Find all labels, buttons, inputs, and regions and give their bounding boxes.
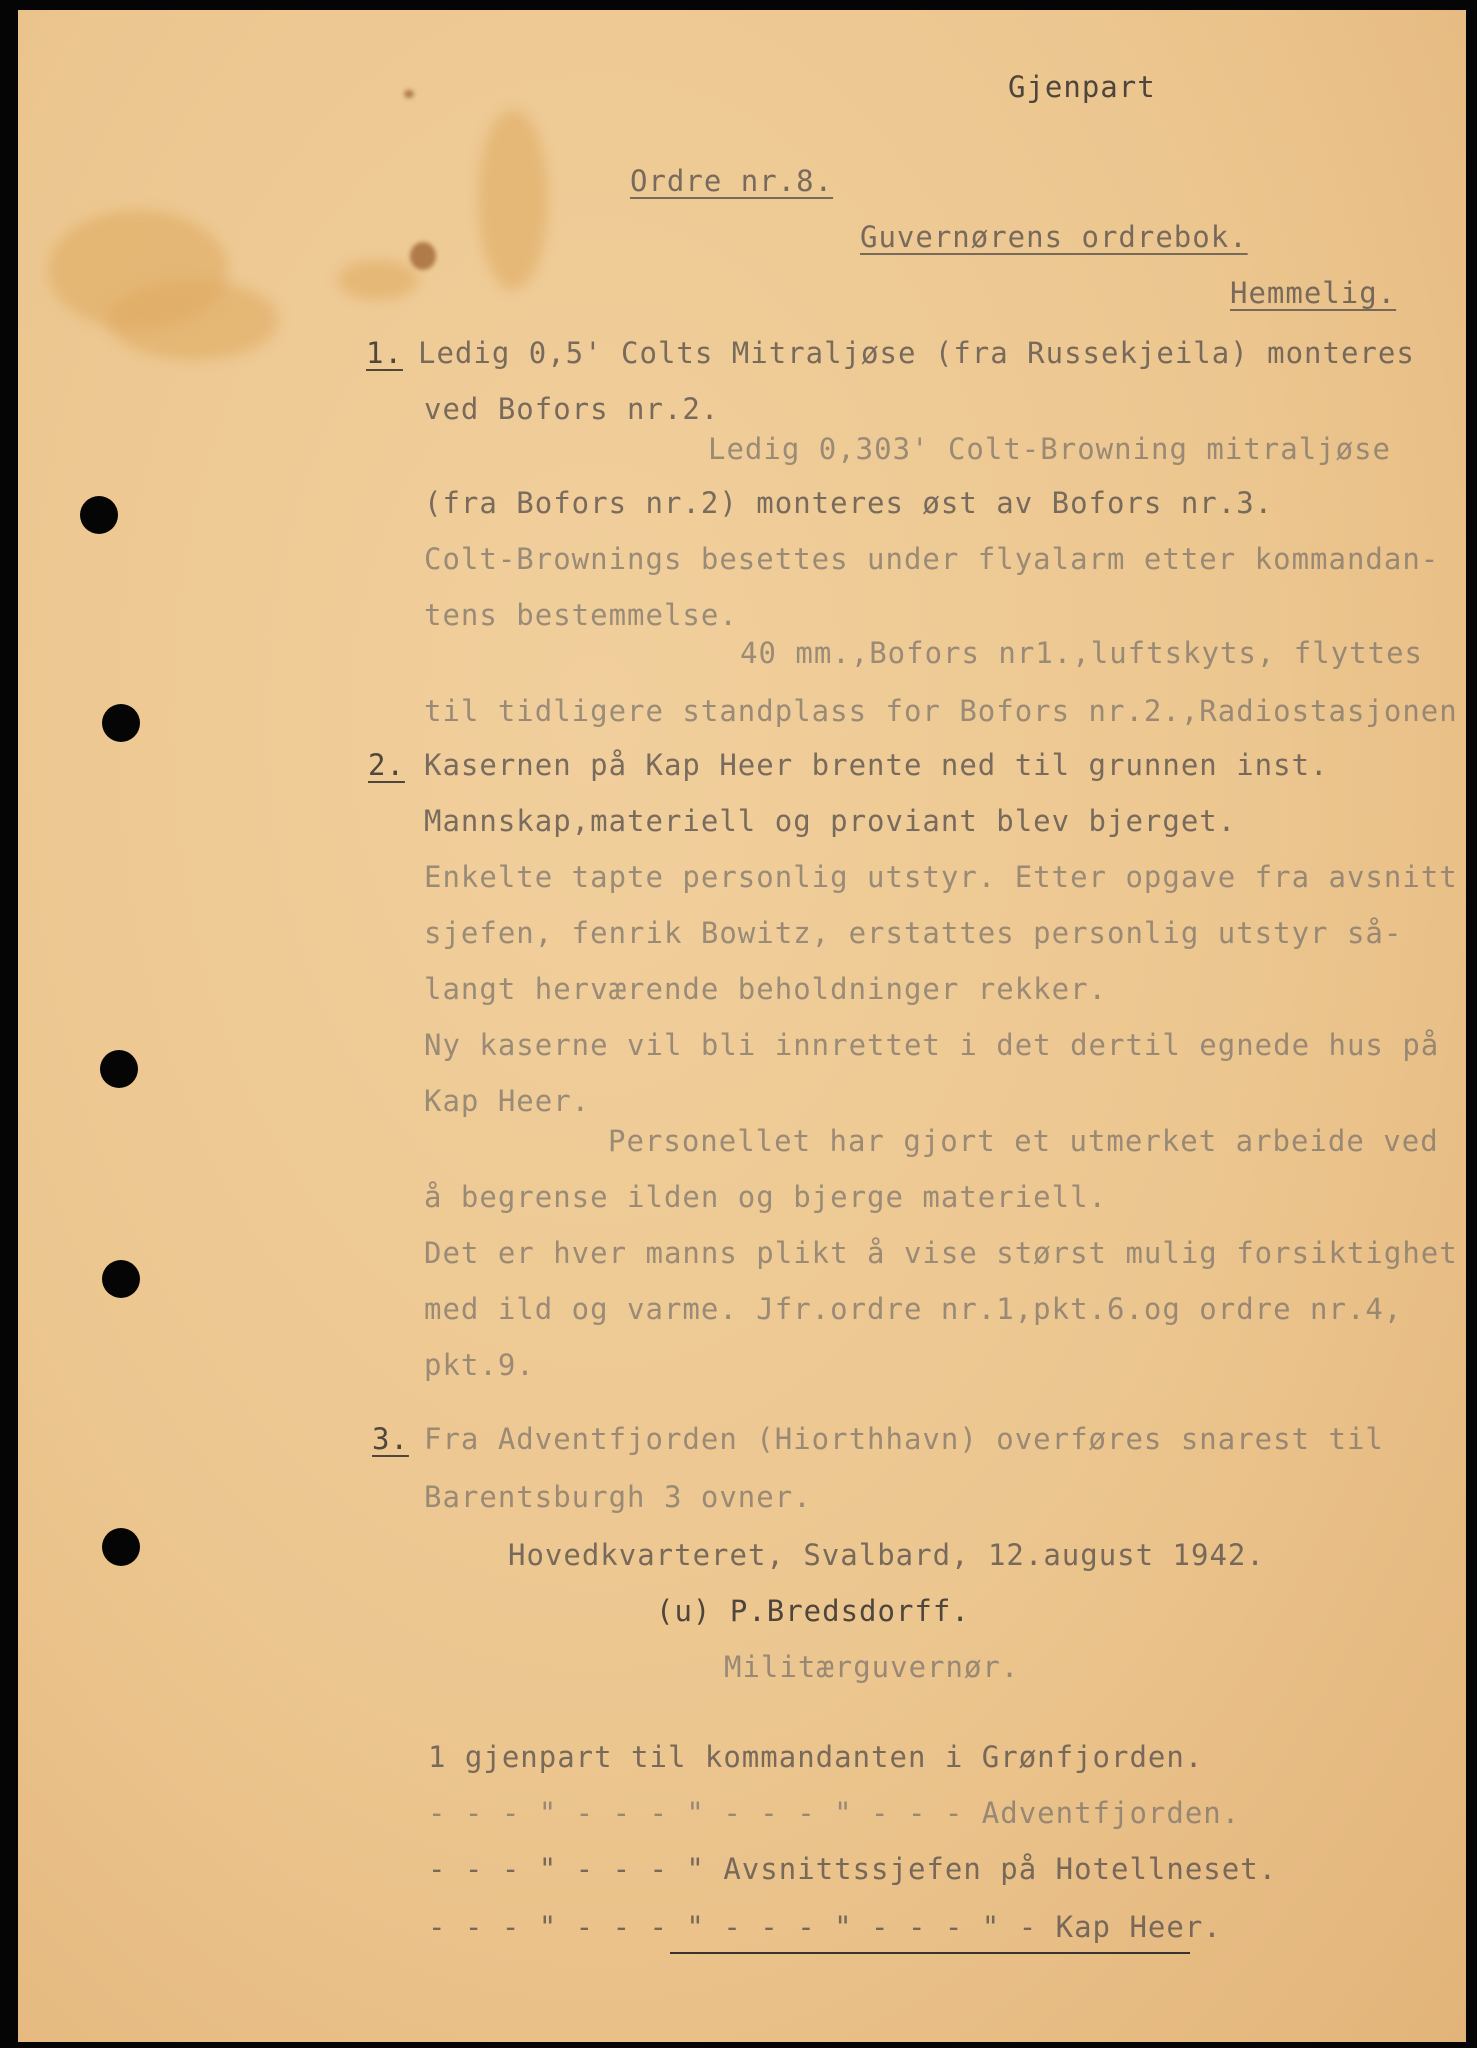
body-line: langt herværende beholdninger rekker. xyxy=(424,972,1108,1006)
punch-hole xyxy=(102,1528,140,1566)
body-line: pkt.9. xyxy=(424,1348,535,1382)
body-line: Personellet har gjort et utmerket arbeide ved xyxy=(608,1124,1439,1158)
distribution-line: 1 gjenpart til kommandanten i Grønfjorden. xyxy=(428,1740,1204,1774)
body-line: Kasernen på Kap Heer brente ned til grunnen inst. xyxy=(424,748,1329,782)
punch-hole xyxy=(102,1260,140,1298)
body-line: 40 mm.,Bofors nr1.,luftskyts, flyttes xyxy=(740,636,1424,670)
copy-mark: Gjenpart xyxy=(1008,70,1156,104)
item-number: 2. xyxy=(368,748,405,782)
punch-hole xyxy=(100,1050,138,1088)
body-line: Det er hver manns plikt å vise størst mulig forsiktighet xyxy=(424,1236,1458,1270)
body-line: Ledig 0,5' Colts Mitraljøse (fra Russekjeila) monteres xyxy=(418,336,1415,370)
body-line: Kap Heer. xyxy=(424,1084,591,1118)
place-date: Hovedkvarteret, Svalbard, 12.august 1942. xyxy=(508,1538,1265,1572)
body-line: tens bestemmelse. xyxy=(424,598,738,632)
body-line: med ild og varme. Jfr.ordre nr.1,pkt.6.og ordre nr.4, xyxy=(424,1292,1403,1326)
book-title: Guvernørens ordrebok. xyxy=(860,220,1248,254)
order-title: Ordre nr.8. xyxy=(630,164,834,198)
punch-hole xyxy=(80,496,118,534)
body-line: Fra Adventfjorden (Hiorthhavn) overføres snarest til xyxy=(424,1422,1384,1456)
body-line: å begrense ilden og bjerge materiell. xyxy=(424,1180,1108,1214)
body-line: ved Bofors nr.2. xyxy=(424,392,720,426)
distribution-line: - - - " - - - " - - - " - - - Adventfjorden. xyxy=(428,1796,1241,1830)
body-line: Barentsburgh 3 ovner. xyxy=(424,1480,812,1514)
body-line: Ledig 0,303' Colt-Browning mitraljøse xyxy=(708,432,1392,466)
distribution-line: - - - " - - - " - - - " - - - " - Kap Heer. xyxy=(428,1910,1222,1944)
body-line: sjefen, fenrik Bowitz, erstattes personlig utstyr så- xyxy=(424,916,1403,950)
signatory-name: (u) P.Bredsdorff. xyxy=(656,1594,970,1628)
ink-spot xyxy=(410,242,436,270)
water-stain xyxy=(478,110,548,290)
classification: Hemmelig. xyxy=(1230,276,1397,310)
body-line: Ny kaserne vil bli innrettet i det dertil egnede hus på xyxy=(424,1028,1440,1062)
punch-hole xyxy=(102,704,140,742)
body-line: Mannskap,materiell og proviant blev bjerget. xyxy=(424,804,1237,838)
body-line: til tidligere standplass for Bofors nr.2.,Radiostasjonen xyxy=(424,694,1458,728)
water-stain xyxy=(108,280,278,360)
document-page xyxy=(18,10,1466,2042)
item-number: 1. xyxy=(366,336,403,370)
distribution-line: - - - " - - - " Avsnittssjefen på Hotellneset. xyxy=(428,1852,1278,1886)
closing-rule xyxy=(670,1952,1190,1954)
item-number: 3. xyxy=(372,1422,409,1456)
signatory-role: Militærguvernør. xyxy=(724,1650,1020,1684)
body-line: Colt-Brownings besettes under flyalarm etter kommandan- xyxy=(424,542,1440,576)
body-line: Enkelte tapte personlig utstyr. Etter opgave fra avsnitt xyxy=(424,860,1458,894)
water-stain xyxy=(338,260,418,300)
body-line: (fra Bofors nr.2) monteres øst av Bofors nr.3. xyxy=(424,486,1274,520)
ink-spot xyxy=(404,90,414,98)
